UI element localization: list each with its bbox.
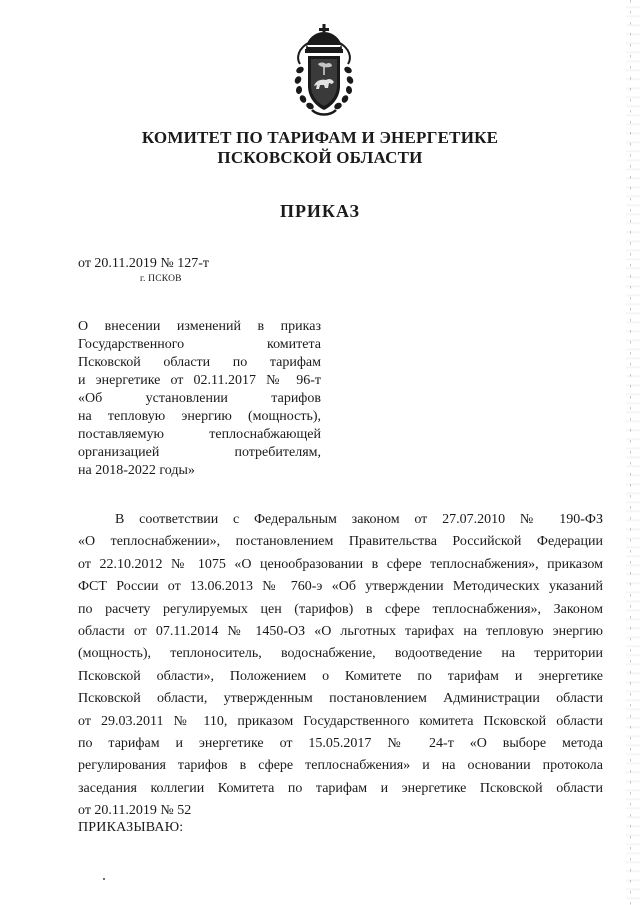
body-line: Псковской области», Положением о Комитете по тарифам и энергетике [78,668,603,684]
subject-line: О внесении изменений в приказ [78,319,321,334]
body-line: заседания коллегии Комитета по тарифам и энергетике Псковской области [78,780,603,796]
body-line: от 20.11.2019 № 52 [78,803,192,819]
body-line: по расчету регулируемых цен (тарифов) в сфере теплоснабжения», Законом [78,601,603,617]
body-line: от 22.10.2012 № 1075 «О ценообразовании в сфере теплоснабжения», приказом [78,556,603,572]
subject-line: и энергетике от 02.11.2017 № 96-т [78,373,321,388]
body-line: Псковской области, утвержденным постановлением Администрации области [78,691,603,707]
body-line: от 29.03.2011 № 110, приказом Государственного комитета Псковской области [78,713,603,729]
subject-line: на 2018-2022 годы» [78,463,195,478]
subject-line: на тепловую энергию (мощность), [78,409,321,424]
document-type: ПРИКАЗ [279,201,361,221]
body-line: (мощность), теплоноситель, водоснабжение, водоотведение на территории [78,646,603,662]
subject-line: Псковской области по тарифам [78,355,321,370]
subject-line: Государственного комитета [78,337,321,352]
org-name-line1: КОМИТЕТ ПО ТАРИФАМ И ЭНЕРГЕТИКЕ [141,128,499,147]
body-line: В соответствии с Федеральным законом от 27.07.2010 № 190-ФЗ [115,512,603,527]
body-line: области от 07.11.2014 № 1450-ОЗ «О льготных тарифах на тепловую энергию [78,624,603,640]
org-name-line2: ПСКОВСКОЙ ОБЛАСТИ [217,148,423,167]
document-body [78,509,603,823]
document-city: г. ПСКОВ [140,274,182,284]
subject-line: «Об установлении тарифов [78,391,321,406]
order-directive: ПРИКАЗЫВАЮ: [78,820,184,835]
body-line: регулирования тарифов в сфере теплоснабжения» и на основании протокола [78,758,603,774]
body-line: «О теплоснабжении», постановлением Правительства Российской Федерации [78,534,603,550]
pskov-coat-of-arms-icon [292,24,356,118]
subject-line: организацией потребителям, [78,445,321,460]
body-line: ФСТ России от 13.06.2013 № 760-э «Об утверждении Методических указаний [78,579,603,595]
document-subject [78,318,321,480]
subject-line: поставляемую теплоснабжающей [78,427,321,442]
scan-speck [103,878,105,880]
document-date-number: от 20.11.2019 № 127-т [78,256,210,271]
body-line: по тарифам и энергетике от 15.05.2017 № 24-т «О выборе метода [78,736,603,752]
